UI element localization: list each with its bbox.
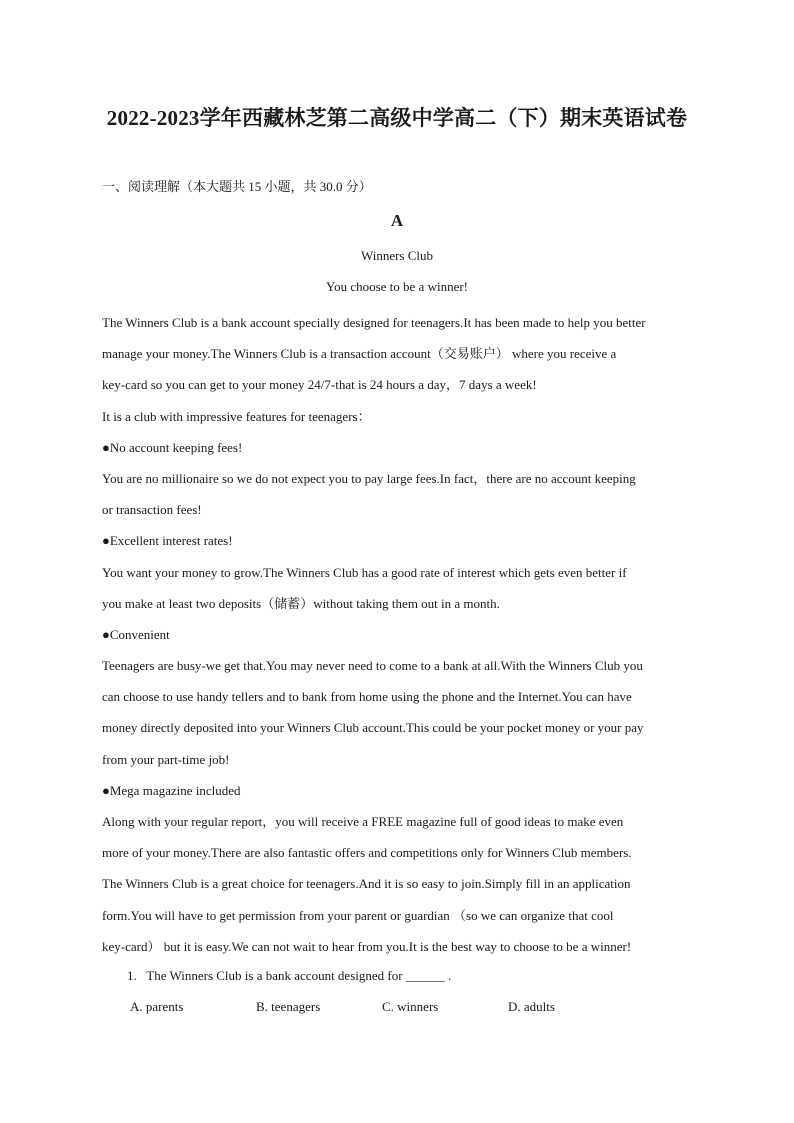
passage-line: Along with your regular report，you will receive a FREE magazine full of good ideas to make even	[102, 814, 624, 829]
passage-line: key-card so you can get to your money 24/7-that is 24 hours a day，7 days a week!	[102, 377, 537, 393]
passage-line: money directly deposited into your Winners Club account.This could be your pocket money or your pay	[102, 720, 644, 736]
question-number: 1.	[127, 968, 137, 983]
passage-line: you make at least two deposits（储蓄）without taking them out in a month.	[102, 595, 500, 611]
option-d: D. adults	[508, 999, 555, 1014]
feature-bullet: ●Excellent interest rates!	[102, 533, 233, 549]
passage-line: You want your money to grow.The Winners Club has a good rate of interest which gets even better if	[102, 564, 627, 580]
passage-line: key-card） but it is easy.We can not wait to hear from you.It is the best way to choose to be a winner!	[102, 938, 632, 954]
question-1-options	[130, 991, 634, 1022]
passage-line: or transaction fees!	[102, 502, 202, 518]
passage-line: can choose to use handy tellers and to bank from home using the phone and the Internet.You can have	[102, 689, 632, 705]
passage-line: form.You will have to get permission from your parent or guardian （so we can organize that cool	[102, 907, 614, 923]
passage-line: Teenagers are busy-we get that.You may never need to come to a bank at all.With the Winners Club you	[102, 658, 643, 674]
option-c: C. winners	[382, 999, 439, 1014]
passage-line: The Winners Club is a great choice for teenagers.And it is so easy to join.Simply fill in an application	[102, 876, 631, 892]
passage-line: from your part-time job!	[102, 751, 230, 767]
passage-subtitle: You choose to be a winner!	[325, 279, 469, 294]
question-1	[127, 960, 451, 991]
option-a: A. parents	[130, 999, 184, 1014]
passage-title: Winners Club	[360, 248, 434, 263]
passage-line: It is a club with impressive features for teenagers：	[102, 408, 371, 424]
exam-title: 2022-2023学年西藏林芝第二高级中学高二（下）期末英语试卷	[106, 106, 688, 130]
passage-body	[102, 307, 702, 962]
passage-line: more of your money.There are also fantastic offers and competitions only for Winners Club members.	[102, 845, 632, 861]
feature-bullet: ●Mega magazine included	[102, 782, 241, 798]
feature-bullet: ●No account keeping fees!	[102, 439, 243, 455]
section-heading: 一、阅读理解（本大题共 15 小题，共 30.0 分）	[102, 179, 372, 194]
feature-bullet: ●Convenient	[102, 626, 170, 642]
passage-line: The Winners Club is a bank account specially designed for teenagers.It has been made to help you better	[102, 315, 646, 330]
option-b: B. teenagers	[256, 999, 321, 1014]
question-text: The Winners Club is a bank account designed for ______ .	[146, 968, 452, 983]
passage-line: You are no millionaire so we do not expect you to pay large fees.In fact，there are no account keeping	[102, 470, 636, 486]
passage-line: manage your money.The Winners Club is a transaction account（交易账户） where you receive a	[102, 346, 617, 362]
passage-part-letter: A	[390, 211, 404, 230]
